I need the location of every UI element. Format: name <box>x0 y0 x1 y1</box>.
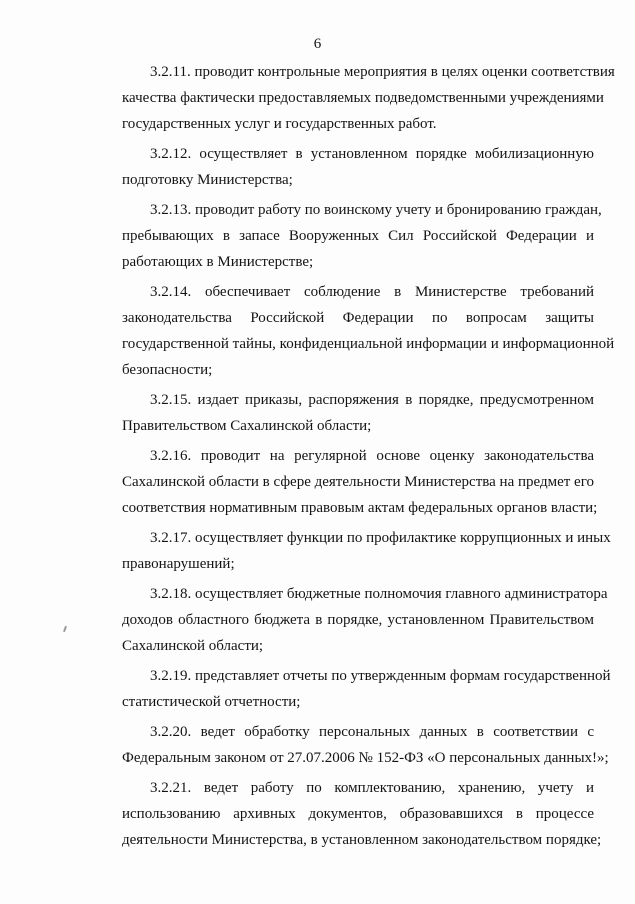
paragraph-line: пребывающих в запасе Вооруженных Сил Российской Федерации и <box>122 228 594 244</box>
paragraph-line: 3.2.20. ведет обработку персональных данных в соответствии с <box>150 724 594 740</box>
page-number: 6 <box>313 36 322 52</box>
paragraph-line: государственных услуг и государственных работ. <box>122 116 437 132</box>
paragraph-line: 3.2.21. ведет работу по комплектованию, хранению, учету и <box>150 780 594 796</box>
scan-speck <box>63 626 67 632</box>
paragraph-3-2-20 <box>94 719 609 771</box>
paragraph-line: 3.2.17. осуществляет функции по профилактике коррупционных и иных <box>150 530 611 546</box>
paragraph-line: Сахалинской области; <box>122 638 264 654</box>
paragraph-3-2-11 <box>94 59 615 137</box>
paragraph-line: соответствия нормативным правовым актам федеральных органов власти; <box>122 500 598 516</box>
paragraph-line: 3.2.12. осуществляет в установленном порядке мобилизационную <box>150 146 594 162</box>
paragraph-3-2-15 <box>94 387 594 439</box>
paragraph-line: 3.2.18. осуществляет бюджетные полномочия главного администратора <box>150 586 608 602</box>
paragraph-line: 3.2.19. представляет отчеты по утвержденным формам государственной <box>150 668 611 684</box>
paragraph-line: Правительством Сахалинской области; <box>122 418 372 434</box>
paragraph-line: статистической отчетности; <box>122 694 301 710</box>
paragraph-line: Сахалинской области в сфере деятельности Министерства на предмет его <box>122 474 594 490</box>
paragraph-line: деятельности Министерства, в установленном законодательством порядке; <box>122 832 602 848</box>
paragraph-line: Федеральным законом от 27.07.2006 № 152-ФЗ «О персональных данных!»; <box>122 750 609 766</box>
paragraph-line: законодательства Российской Федерации по вопросам защиты <box>122 310 594 326</box>
paragraph-line: 3.2.13. проводит работу по воинскому учету и бронированию граждан, <box>150 202 602 218</box>
paragraph-line: 3.2.14. обеспечивает соблюдение в Министерстве требований <box>150 284 594 300</box>
paragraph-line: государственной тайны, конфиденциальной информации и информационной <box>122 336 615 352</box>
paragraph-line: правонарушений; <box>122 556 235 572</box>
paragraph-3-2-21 <box>94 775 602 853</box>
paragraph-3-2-17 <box>94 525 611 577</box>
paragraph-3-2-13 <box>94 197 602 275</box>
paragraph-line: 3.2.11. проводит контрольные мероприятия в целях оценки соответствия <box>150 64 615 80</box>
paragraph-line: качества фактически предоставляемых подведомственными учреждениями <box>122 90 604 106</box>
paragraph-3-2-16 <box>94 443 598 521</box>
paragraph-3-2-18 <box>94 581 608 659</box>
paragraph-3-2-14 <box>94 279 615 383</box>
paragraph-3-2-12 <box>94 141 594 193</box>
paragraph-line: 3.2.16. проводит на регулярной основе оценку законодательства <box>150 448 594 464</box>
paragraph-line: безопасности; <box>122 362 213 378</box>
paragraph-line: использованию архивных документов, образовавшихся в процессе <box>122 806 594 822</box>
paragraph-line: доходов областного бюджета в порядке, установленном Правительством <box>122 612 594 628</box>
paragraph-line: 3.2.15. издает приказы, распоряжения в порядке, предусмотренном <box>150 392 594 408</box>
document-body <box>94 59 615 857</box>
paragraph-line: работающих в Министерстве; <box>122 254 314 270</box>
paragraph-line: подготовку Министерства; <box>122 172 293 188</box>
paragraph-3-2-19 <box>94 663 611 715</box>
